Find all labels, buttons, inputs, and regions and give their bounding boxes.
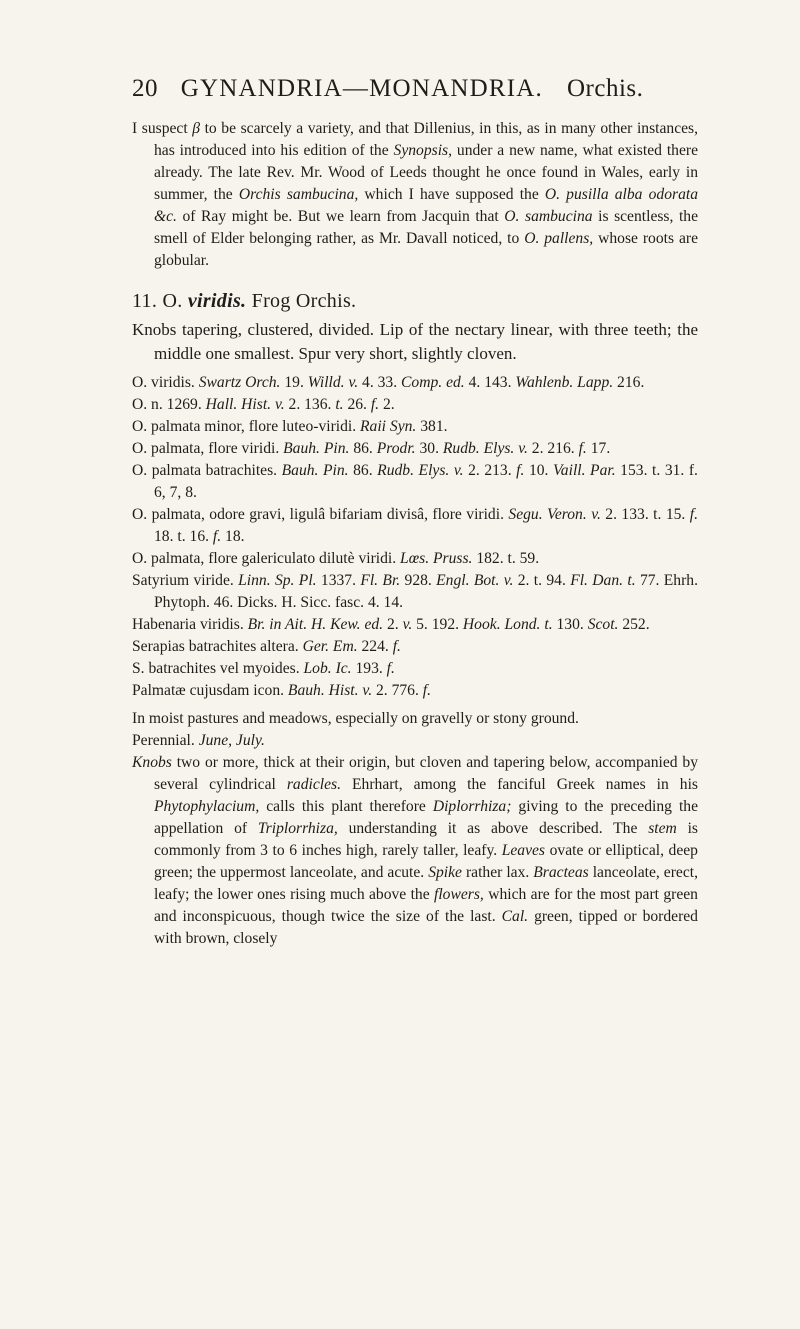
species-heading: 11. O. viridis. Frog Orchis.: [132, 290, 357, 312]
page-number: 20: [132, 75, 158, 102]
synonym-entry: Palmatæ cujusdam icon. Bauh. Hist. v. 2. 776. f.: [132, 682, 432, 699]
synonym-list: [132, 372, 698, 702]
description-paragraph: Knobs two or more, thick at their origin, but cloven and tapering below, accompanied by several cylindrical radicles. Ehrhart, among the fanciful Greek names in his Phytophylacium, calls this plant therefore Diplorrhiza; giving to the preceding the appellation of Triplorrhiza, understanding it as above described. The stem is commonly from 3 to 6 inches high, rarely taller, leafy. Leaves ovate or elliptical, deep green; the uppermost lanceolate, and acute. Spike rather lax. Bracteas lanceolate, erect, leafy; the lower ones rising much above the flowers, which are for the most part green and inconspicuous, though twice the size of the last. Cal. green, tipped or bordered with brown, closely: [132, 754, 698, 947]
synonym-entry: S. batrachites vel myoides. Lob. Ic. 193. f.: [132, 660, 395, 677]
synonym-entry: Serapias batrachites altera. Ger. Em. 224. f.: [132, 638, 401, 655]
synonym-entry: O. palmata minor, flore luteo-viridi. Raii Syn. 381.: [132, 418, 448, 435]
synonym-entry: Satyrium viride. Linn. Sp. Pl. 1337. Fl. Br. 928. Engl. Bot. v. 2. t. 94. Fl. Dan. t. 77. Ehrh. Phytoph. 46. Dicks. H. Sicc. fasc. 4. 14.: [132, 572, 698, 611]
synonym-entry: O. palmata batrachites. Bauh. Pin. 86. Rudb. Elys. v. 2. 213. f. 10. Vaill. Par. 153. t. 31. f. 6, 7, 8.: [132, 462, 698, 501]
synonym-entry: O. palmata, odore gravi, ligulâ bifariam divisâ, flore viridi. Segu. Veron. v. 2. 133. t. 15. f. 18. t. 16. f. 18.: [132, 506, 698, 545]
header-title: GYNANDRIA—MONANDRIA.: [180, 75, 543, 102]
synonym-entry: O. n. 1269. Hall. Hist. v. 2. 136. t. 26. f. 2.: [132, 396, 395, 413]
synonym-entry: Habenaria viridis. Br. in Ait. H. Kew. ed. 2. v. 5. 192. Hook. Lond. t. 130. Scot. 252.: [132, 616, 650, 633]
habitat: In moist pastures and meadows, especially on gravelly or stony ground.: [132, 710, 579, 727]
intro-paragraph: I suspect β to be scarcely a variety, and that Dillenius, in this, as in many other instances, has introduced into his edition of the Synopsis, under a new name, what existed there already. The late Rev. Mr. Wood of Leeds thought he once found in Wales, early in summer, the Orchis sambucina, which I have supposed the O. pusilla alba odorata &c. of Ray might be. But we learn from Jacquin that O. sambucina is scentless, the smell of Elder belonging rather, as Mr. Davall noticed, to O. pallens, whose roots are globular.: [132, 120, 698, 269]
header-genus: Orchis.: [567, 75, 644, 102]
page-body: [132, 118, 698, 950]
synonym-entry: O. palmata, flore galericulato dilutè viridi. Lœs. Pruss. 182. t. 59.: [132, 550, 540, 567]
synonym-entry: O. viridis. Swartz Orch. 19. Willd. v. 4. 33. Comp. ed. 4. 143. Wahlenb. Lapp. 216.: [132, 374, 645, 391]
duration: Perennial. June, July.: [132, 732, 265, 749]
synonym-entry: O. palmata, flore viridi. Bauh. Pin. 86. Prodr. 30. Rudb. Elys. v. 2. 216. f. 17.: [132, 440, 611, 457]
species-character: Knobs tapering, clustered, divided. Lip of the nectary linear, with three teeth; the middle one smallest. Spur very short, slightly cloven.: [132, 320, 698, 363]
running-header: [132, 75, 732, 103]
